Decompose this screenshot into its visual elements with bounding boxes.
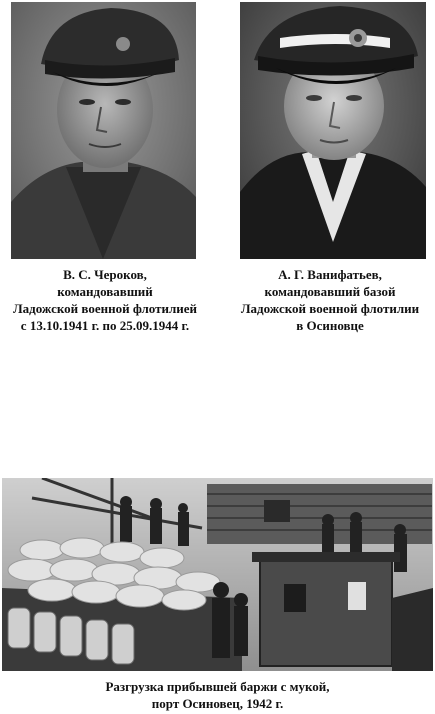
caption-cherokov-line-3: Ладожской военной флотилией [12,301,198,316]
portrait-vanifatiev-image [240,2,426,259]
barge-unloading-image [2,478,433,671]
barge-unloading-photo [2,478,433,671]
caption-barge-line-1: Разгрузка прибывшей баржи с мукой, [105,679,330,694]
caption-barge-line-2: порт Осиновец, 1942 г. [151,696,284,711]
caption-cherokov [0,266,210,334]
caption-vanifatiev-line-2: командовавший базой [264,284,396,299]
caption-vanifatiev-line-1: А. Г. Ванифатьев, [278,267,382,282]
caption-vanifatiev [225,266,435,334]
caption-barge-unloading [0,678,435,712]
portrait-photo-vanifatiev [240,2,426,259]
caption-cherokov-line-4: с 13.10.1941 г. по 25.09.1944 г. [20,318,190,333]
caption-vanifatiev-line-4: в Осиновце [296,318,364,333]
caption-cherokov-line-1: В. С. Чероков, [63,267,147,282]
caption-cherokov-line-2: командовавший [57,284,153,299]
portrait-cherokov-image [11,2,196,259]
caption-vanifatiev-line-3: Ладожской военной флотилии [240,301,420,316]
portrait-photo-cherokov [11,2,196,259]
